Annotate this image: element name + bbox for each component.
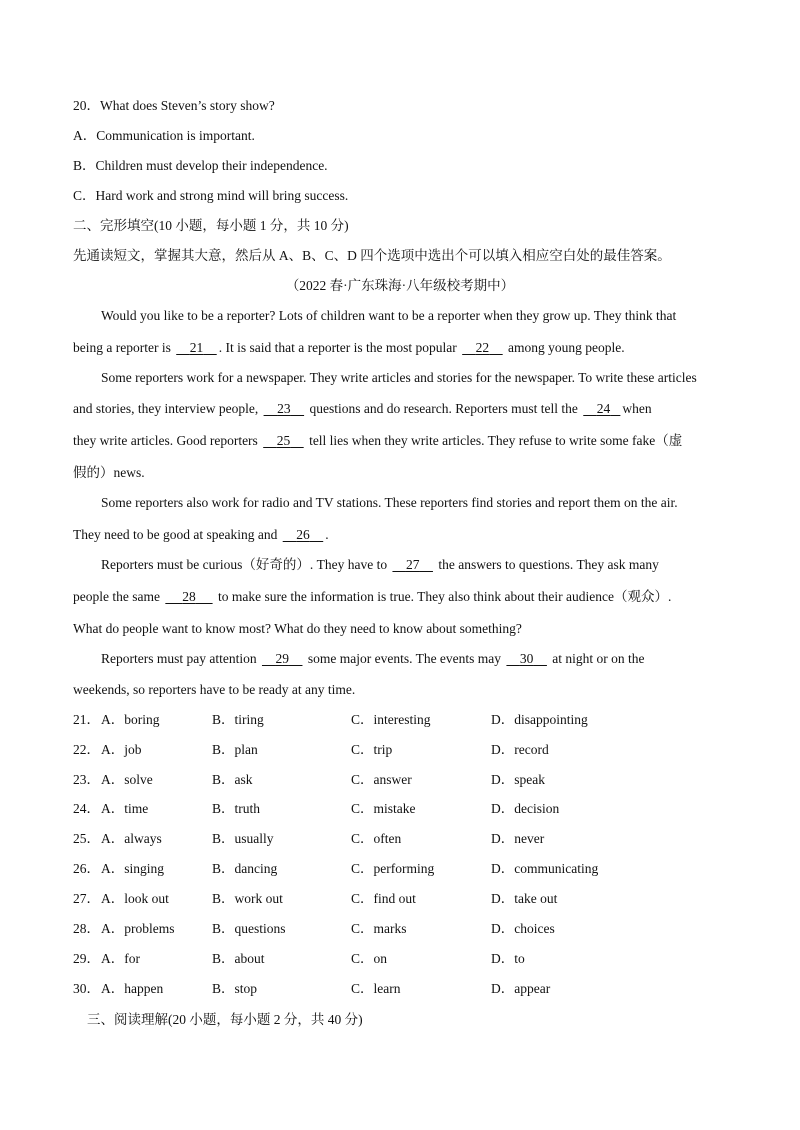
- q20-option-c: C．Hard work and strong mind will bring success.: [73, 188, 349, 203]
- option-d: D．record: [491, 742, 549, 757]
- option-a: A．job: [101, 742, 142, 757]
- passage-p4-line1: Reporters must be curious（好奇的）. They have to 27 the answers to questions. They ask many: [101, 557, 659, 572]
- option-c: C．on: [351, 951, 388, 966]
- option-d: D．never: [491, 831, 545, 846]
- blank-29: 29: [275, 651, 289, 666]
- option-row-23: 23． A．solve B．ask C．answer D．speak: [73, 772, 545, 787]
- option-a: A．time: [101, 801, 149, 816]
- passage-p4-line3: What do people want to know most? What do they need to know about something?: [73, 621, 522, 636]
- blank-22: 22: [475, 340, 490, 355]
- passage-p5-line2: weekends, so reporters have to be ready at any time.: [73, 682, 356, 697]
- option-d: D．disappointing: [491, 712, 588, 727]
- option-row-28: 28． A．problems B．questions C．marks D．choices: [73, 921, 555, 936]
- option-c: C．answer: [351, 772, 412, 787]
- section3-heading: 三、阅读理解(20 小题，每小题 2 分，共 40 分): [87, 1012, 363, 1027]
- passage-p2-line2: and stories, they interview people, 23 questions and do research. Reporters must tell the 24 when: [73, 401, 652, 416]
- option-b: B．dancing: [212, 861, 278, 876]
- section2-instruction: 先通读短文，掌握其大意，然后从 A、B、C、D 四个选项中选出个可以填入相应空白处的最佳答案。: [73, 248, 671, 263]
- passage-p2-line4: 假的）news.: [73, 465, 145, 480]
- option-b: B．work out: [212, 891, 283, 906]
- passage-source: （2022 春·广东珠海·八年级校考期中）: [285, 278, 515, 293]
- option-b: B．stop: [212, 981, 258, 996]
- option-row-30: 30． A．happen B．stop C．learn D．appear: [73, 981, 551, 996]
- option-row-24: 24． A．time B．truth C．mistake D．decision: [73, 801, 560, 816]
- option-d: D．appear: [491, 981, 551, 996]
- blank-23: 23: [277, 401, 291, 416]
- option-b: B．truth: [212, 801, 261, 816]
- option-a: A．problems: [101, 921, 175, 936]
- option-b: B．tiring: [212, 712, 264, 727]
- blank-24: 24: [596, 401, 611, 416]
- option-a: A．always: [101, 831, 162, 846]
- option-c: C．trip: [351, 742, 393, 757]
- option-c: C．marks: [351, 921, 407, 936]
- option-b: B．usually: [212, 831, 274, 846]
- blank-30: 30: [519, 651, 534, 666]
- option-c: C．mistake: [351, 801, 416, 816]
- option-row-25: 25． A．always B．usually C．often D．never: [73, 831, 545, 846]
- option-row-29: 29． A．for B．about C．on D．to: [73, 951, 525, 966]
- option-b: B．about: [212, 951, 265, 966]
- blank-21: 21: [189, 340, 204, 355]
- passage-p4-line2: people the same 28 to make sure the information is true. They also think about their audience（观众）.: [73, 589, 672, 604]
- section2-heading: 二、完形填空(10 小题，每小题 1 分，共 10 分): [73, 218, 349, 233]
- passage-p5-line1: Reporters must pay attention 29 some major events. The events may 30 at night or on the: [101, 651, 645, 666]
- q20-option-a: A．Communication is important.: [73, 128, 255, 143]
- passage-p3-line1: Some reporters also work for radio and TV stations. These reporters find stories and report them on the air.: [101, 495, 678, 510]
- option-c: C．performing: [351, 861, 435, 876]
- option-c: C．find out: [351, 891, 416, 906]
- option-b: B．ask: [212, 772, 253, 787]
- passage-p3-line2: They need to be good at speaking and 26 .: [73, 527, 329, 542]
- option-c: C．often: [351, 831, 402, 846]
- option-c: C．interesting: [351, 712, 431, 727]
- option-c: C．learn: [351, 981, 401, 996]
- passage-p2-line1: Some reporters work for a newspaper. They write articles and stories for the newspaper. To write these articles: [101, 370, 697, 385]
- option-a: A．for: [101, 951, 140, 966]
- blank-25: 25: [276, 433, 291, 448]
- passage-p1-line1: Would you like to be a reporter? Lots of children want to be a reporter when they grow up. They think that: [101, 308, 677, 323]
- passage-p2-line3: they write articles. Good reporters 25 tell lies when they write articles. They refuse to write some fake（虚: [73, 433, 683, 448]
- option-d: D．decision: [491, 801, 560, 816]
- option-row-22: 22． A．job B．plan C．trip D．record: [73, 742, 549, 757]
- option-a: A．look out: [101, 891, 169, 906]
- blank-28: 28: [182, 589, 196, 604]
- option-b: B．plan: [212, 742, 258, 757]
- option-d: D．speak: [491, 772, 545, 787]
- option-row-27: 27． A．look out B．work out C．find out D．take out: [73, 891, 558, 906]
- option-d: D．communicating: [491, 861, 599, 876]
- q20-option-b: B．Children must develop their independence.: [73, 158, 328, 173]
- blank-27: 27: [405, 557, 420, 572]
- option-b: B．questions: [212, 921, 286, 936]
- option-a: A．happen: [101, 981, 164, 996]
- option-row-26: 26． A．singing B．dancing C．performing D．communicating: [73, 861, 599, 876]
- blank-26: 26: [296, 527, 310, 542]
- option-d: D．to: [491, 951, 525, 966]
- option-a: A．singing: [101, 861, 165, 876]
- option-d: D．choices: [491, 921, 555, 936]
- option-a: A．solve: [101, 772, 153, 787]
- option-a: A．boring: [101, 712, 160, 727]
- option-row-21: 21． A．boring B．tiring C．interesting D．disappointing: [73, 712, 588, 727]
- passage-p1-line2: being a reporter is 21 . It is said that a reporter is the most popular 22 among young people.: [73, 340, 625, 355]
- question-20: 20．What does Steven’s story show?: [73, 98, 275, 113]
- option-d: D．take out: [491, 891, 558, 906]
